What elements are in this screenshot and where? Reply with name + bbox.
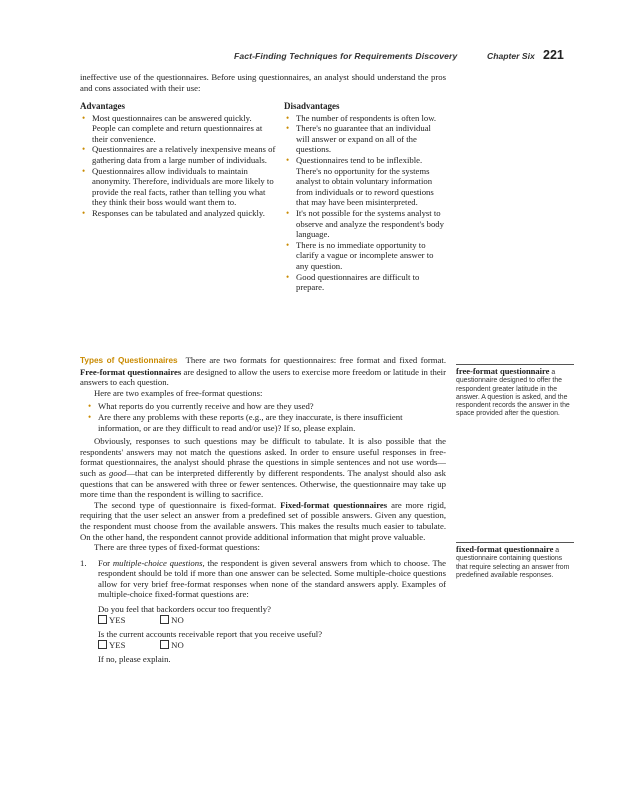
question-text: Do you feel that backorders occur too frequently? bbox=[98, 604, 271, 615]
term-free-format: Free-format questionnaires bbox=[80, 366, 182, 377]
list-item: • What reports do you currently receive and how are they used? bbox=[86, 401, 446, 412]
example-question-2 bbox=[98, 629, 446, 650]
margin-note-fixed-format bbox=[456, 542, 574, 580]
types-p4-b: are more rigid, requiring that the user select an answer from a predefined set of possible answers. Given any question, the respondent must choose from the available answers. This makes the results much easier to tabulate. On the other hand, the respondent cannot provide additional information that might prove valuable. bbox=[80, 499, 447, 542]
section-heading: Types of Questionnaires bbox=[80, 356, 178, 365]
list-item: • Questionnaires tend to be inflexible. There's no opportunity for the systems analyst to obtain voluntary information from individuals or to reword questions that may have been misinterpreted. bbox=[284, 155, 446, 208]
checkbox-icon[interactable] bbox=[160, 640, 169, 649]
list-item: • Most questionnaires can be answered quickly. People can complete and return questionnaires at their convenience. bbox=[80, 113, 276, 145]
list-item: • Are there any problems with these reports (e.g., are they inaccurate, is there insufficient information, or are they difficult to read and/or use)? If so, please explain. bbox=[86, 412, 446, 433]
disadvantages-column bbox=[284, 101, 446, 293]
margin-definition: a questionnaire designed to offer the respondent greater latitude in the answer. A question is asked, and the respondent records the answer in the space provided after the question. bbox=[456, 369, 570, 418]
intro-text: ineffective use of the questionnaires. Before using questionnaires, an analyst should understand the pros and cons associated with their use: bbox=[80, 72, 446, 93]
types-p1-b: are designed to allow the users to exercise more freedom or latitude in their answers to each question. bbox=[80, 366, 446, 388]
divider bbox=[456, 542, 574, 543]
types-p1-a: There are two formats for questionnaires: free format and fixed format. bbox=[185, 355, 446, 365]
advantages-heading: Advantages bbox=[80, 101, 126, 111]
mc-lead-em: multiple-choice questions, bbox=[112, 557, 205, 568]
checkbox-icon[interactable] bbox=[160, 615, 169, 624]
disadvantages-list bbox=[284, 113, 446, 293]
list-item: • Questionnaires are a relatively inexpensive means of gathering data from a large number of individuals. bbox=[80, 144, 276, 165]
chapter-label: Chapter Six bbox=[487, 51, 535, 61]
answer-options bbox=[98, 640, 446, 651]
margin-note-free-format bbox=[456, 364, 574, 419]
types-paragraph-1 bbox=[80, 355, 446, 388]
margin-term: free-format questionnaire bbox=[456, 366, 550, 376]
types-p3-a: Obviously, responses to such questions may be difficult to tabulate. It is also possible that the respondents' answers may not match the questions asked. In order to ensure useful responses in free-format questionnaires, the analyst should phrase the questions in simple sentences and not use words—such as bbox=[80, 436, 446, 478]
types-p3-b: —that can be interpreted differently by different respondents. The analyst should also ask questions that can be answered with three or fewer sentences. Otherwise, the questionnaire may take up more time than the respondent is willing to sacrifice. bbox=[80, 467, 446, 500]
margin-definition: a questionnaire containing questions that require selecting an answer from predefined available responses. bbox=[456, 547, 570, 579]
running-head: Fact-Finding Techniques for Requirements Discovery bbox=[234, 51, 458, 61]
list-item: • There's no guarantee that an individual will answer or expand on all of the questions. bbox=[284, 123, 446, 155]
types-p3-em: good bbox=[108, 467, 127, 478]
disadvantages-heading: Disadvantages bbox=[284, 101, 340, 111]
types-paragraph-4 bbox=[80, 500, 446, 542]
list-item: • Questionnaires allow individuals to maintain anonymity. Therefore, individuals are more likely to provide the real facts, rather than telling you what they think their boss would want them to. bbox=[80, 166, 276, 208]
answer-options bbox=[98, 615, 446, 626]
example-question-1 bbox=[98, 604, 446, 625]
types-paragraph-3 bbox=[80, 436, 446, 500]
multiple-choice-description bbox=[98, 558, 446, 600]
intro-paragraph bbox=[80, 72, 446, 93]
checkbox-icon[interactable] bbox=[98, 640, 107, 649]
option-no: NO bbox=[171, 614, 184, 625]
list-item: • The number of respondents is often low. bbox=[284, 113, 446, 124]
advantages-column bbox=[80, 101, 276, 219]
list-item bbox=[80, 558, 446, 665]
list-item: • Responses can be tabulated and analyzed quickly. bbox=[80, 208, 276, 219]
types-p4-a: The second type of questionnaire is fixed-format. bbox=[94, 499, 277, 510]
follow-up-text: If no, please explain. bbox=[98, 654, 171, 665]
mc-lead-a: For bbox=[98, 557, 111, 568]
free-format-examples bbox=[86, 401, 446, 433]
checkbox-icon[interactable] bbox=[98, 615, 107, 624]
types-paragraph-5: There are three types of fixed-format questions: bbox=[94, 542, 260, 553]
list-item: • It's not possible for the systems analyst to observe and analyze the respondent's body language. bbox=[284, 208, 446, 240]
question-text: Is the current accounts receivable report that you receive useful? bbox=[98, 629, 323, 640]
list-item: • Good questionnaires are difficult to prepare. bbox=[284, 272, 446, 293]
option-yes: YES bbox=[109, 614, 126, 625]
option-no: NO bbox=[171, 639, 184, 650]
list-item: • There is no immediate opportunity to clarify a vague or incomplete answer to any question. bbox=[284, 240, 446, 272]
term-fixed-format: Fixed-format questionnaires bbox=[280, 499, 388, 510]
types-section bbox=[80, 355, 446, 665]
advantages-list bbox=[80, 113, 276, 219]
page-number: 221 bbox=[543, 48, 564, 62]
list-number: 1. bbox=[80, 557, 87, 568]
option-yes: YES bbox=[109, 639, 126, 650]
mc-lead-b: the respondent is given several answers from which to choose. The respondent should be told if more than one answer can be selected. Some multiple-choice questions allow for very brief free-format responses when none of the standard answers apply. Examples of multiple-choice fixed-format questions are: bbox=[98, 557, 446, 600]
types-paragraph-2: Here are two examples of free-format questions: bbox=[94, 387, 263, 398]
fixed-format-types-list bbox=[80, 558, 446, 665]
divider bbox=[456, 364, 574, 365]
margin-term: fixed-format questionnaire bbox=[456, 544, 554, 554]
